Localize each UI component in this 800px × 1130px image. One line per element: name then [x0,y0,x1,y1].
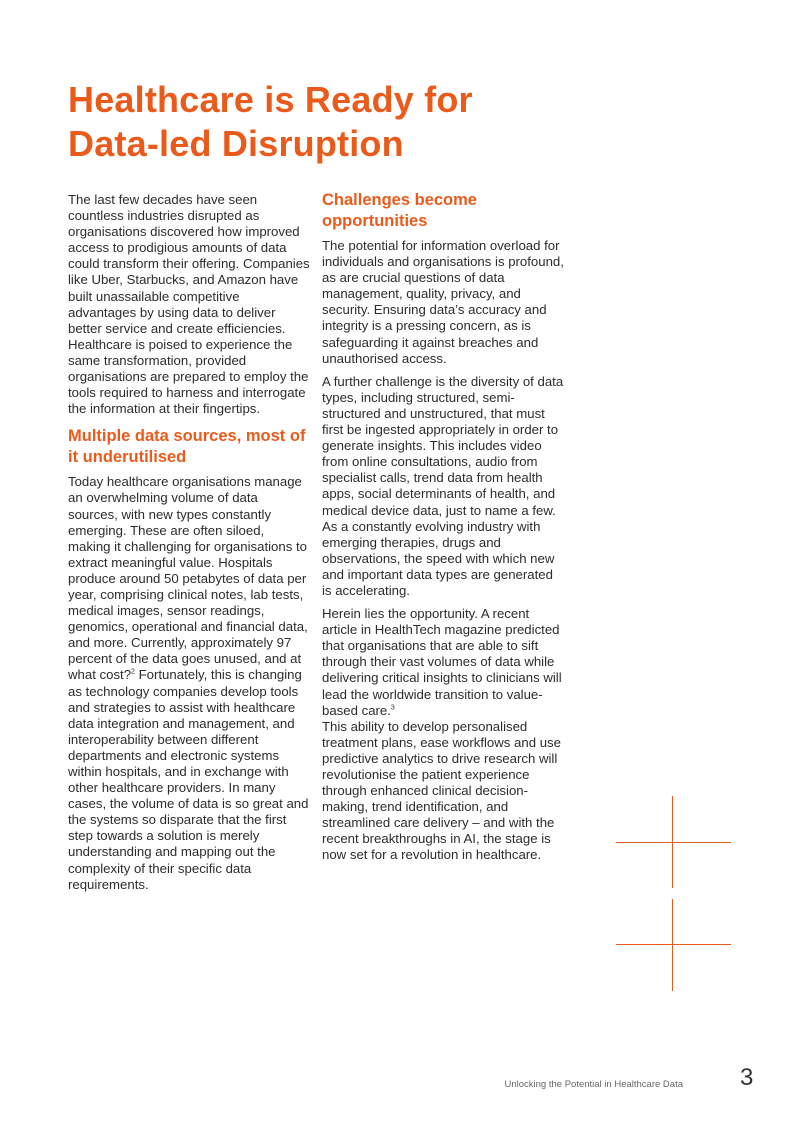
challenges-paragraph-3 [322,606,566,864]
data-sources-paragraph [68,474,310,892]
left-column [68,192,310,900]
intro-paragraph: The last few decades have seen countless industries disrupted as organisations discovered how improved access to prodigious amounts of data could transform their offering. Companies like Uber, Starbucks, and Amazon have built unassailable competitive advantages by using data to deliver better service and create efficiencies. Healthcare is poised to experience the same transformation, provided organisations are prepared to employ the tools required to harness and interrogate the information at their fingertips. [68,192,310,417]
page-title [68,78,708,166]
title-line-2: Data-led Disruption [68,123,404,164]
challenges-paragraph-1: The potential for information overload for individuals and organisations is profound, as are crucial questions of data management, quality, privacy, and security. Ensuring data’s accuracy and integrity is a pressing concern, as is safeguarding it against breaches and unauthorised access. [322,238,564,366]
section-heading-challenges: Challenges become opportunities [322,191,477,230]
crosshair-top-horizontal-line [616,842,731,843]
crosshair-bottom-vertical-line [672,899,673,991]
challenges-paragraph-2: A further challenge is the diversity of data types, including structured, semi-structured and unstructured, that must first be ingested appropriately in order to generate insights. This includes video from online consultations, audio from specialist calls, trend data from health apps, social determinants of health, and medical device data, just to name a few. As a constantly evolving industry with emerging therapies, drugs and observations, the speed with which new and important data types are generated is accelerating. [322,373,564,598]
title-line-1: Healthcare is Ready for [68,79,473,120]
opportunity-text-2: This ability to develop personalised treatment plans, ease workflows and use predictive analytics to drive research will revolutionise the patient experience through enhanced clinical decision-making, trend identification, and streamlined care delivery – and with the recent breakthroughs in AI, the stage is now set for a revolution in healthcare. [322,718,561,863]
crosshair-bottom-horizontal-line [616,944,731,945]
opportunity-text-1: Herein lies the opportunity. A recent article in HealthTech magazine predicted that organisations that are able to sift through their vast volumes of data while delivering critical insights to clinicians will lead the worldwide transition to value-based care. [322,606,562,718]
right-column [322,192,566,871]
section-heading-data-sources: Multiple data sources, most of it underutilised [68,427,306,467]
footnote-3-marker: 3 [390,704,395,712]
data-sources-text-1: Today healthcare organisations manage an overwhelming volume of data sources, with new types constantly emerging. These are often siloed, making it challenging for organisations to extract meaningful value. Hospitals produce around 50 petabytes of data per year, comprising clinical notes, lab tests, medical images, sensor readings, genomics, operational and financial data, and more. Currently, approximately 97 percent of the data goes unused, and at what cost? [68,474,308,683]
data-sources-text-2: Fortunately, this is changing as technology companies develop tools and strategies to assist with healthcare data integration and management, and interoperability between different departments and electronic systems within hospitals, and in exchange with other healthcare providers. In many cases, the volume of data is so great and the systems so disparate that the first step towards a solution is merely understanding and mapping out the complexity of their specific data requirements. [68,667,309,892]
page-number: 3 [740,1064,754,1091]
footnote-2-marker: 2 [131,669,135,677]
footer-document-title: Unlocking the Potential in Healthcare Data [504,1079,683,1090]
